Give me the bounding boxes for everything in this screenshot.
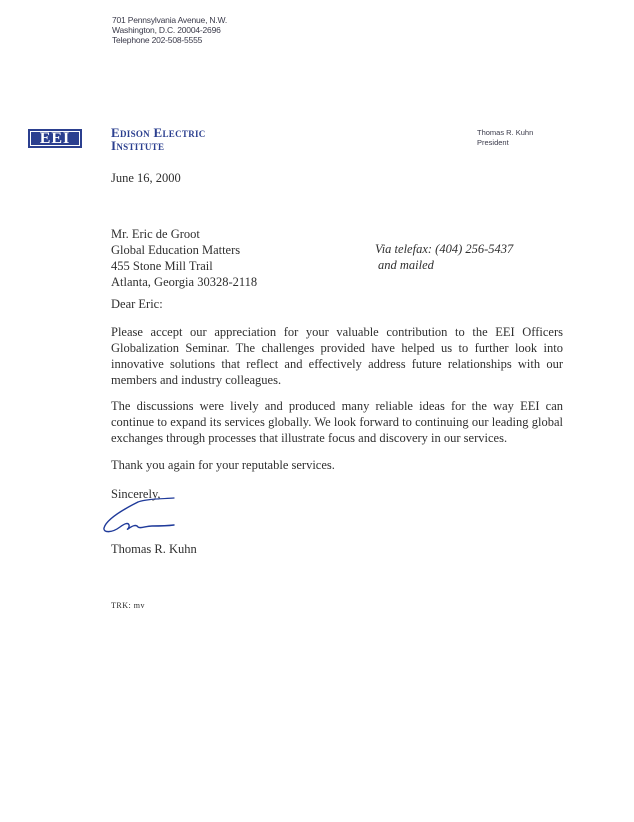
signer-name: Thomas R. Kuhn [111, 542, 197, 556]
body-paragraph: The discussions were lively and produced many reliable ideas for the way EEI can continue to expand its services globally. We look forward to continuing our leading global exchanges through processes that illustrate focus and discovery in our services. [111, 399, 563, 445]
body-paragraph: Thank you again for your reputable services. [111, 458, 335, 472]
delivery-line: and mailed [378, 258, 434, 272]
address-line: Washington, D.C. 20004-2696 [112, 25, 221, 35]
president-title: President [477, 138, 509, 147]
delivery-note [375, 241, 513, 273]
typist-initials: TRK: mv [111, 601, 145, 610]
address-line: 701 Pennsylvania Avenue, N.W. [112, 15, 228, 25]
body-paragraph: Please accept our appreciation for your valuable contribution to the EEI Officers Globalization Seminar. The challenges provided have helped us to further look into innovative solutions that reflect and effectively address future relationships with our members and industry colleagues. [111, 325, 563, 387]
letter-date: June 16, 2000 [111, 171, 181, 185]
closing: Sincerely, [111, 487, 161, 501]
recipient-line: Mr. Eric de Groot [111, 227, 200, 241]
eei-logo [28, 129, 82, 148]
president-block [477, 128, 533, 148]
recipient-line: Atlanta, Georgia 30328-2118 [111, 275, 258, 289]
recipient-line: Global Education Matters [111, 243, 241, 257]
delivery-line: Via telefax: (404) 256-5437 [375, 242, 514, 256]
org-name-line1: Edison Electric [111, 125, 206, 140]
president-name: Thomas R. Kuhn [477, 128, 534, 137]
organization-name [111, 126, 206, 152]
letterhead-address [112, 15, 227, 45]
signature-image [100, 496, 180, 536]
logo-text: EEI [39, 129, 71, 147]
org-name-line2: Institute [111, 138, 165, 153]
salutation: Dear Eric: [111, 297, 163, 311]
recipient-address [111, 226, 257, 290]
address-line: Telephone 202-508-5555 [112, 35, 203, 45]
recipient-line: 455 Stone Mill Trail [111, 259, 213, 273]
